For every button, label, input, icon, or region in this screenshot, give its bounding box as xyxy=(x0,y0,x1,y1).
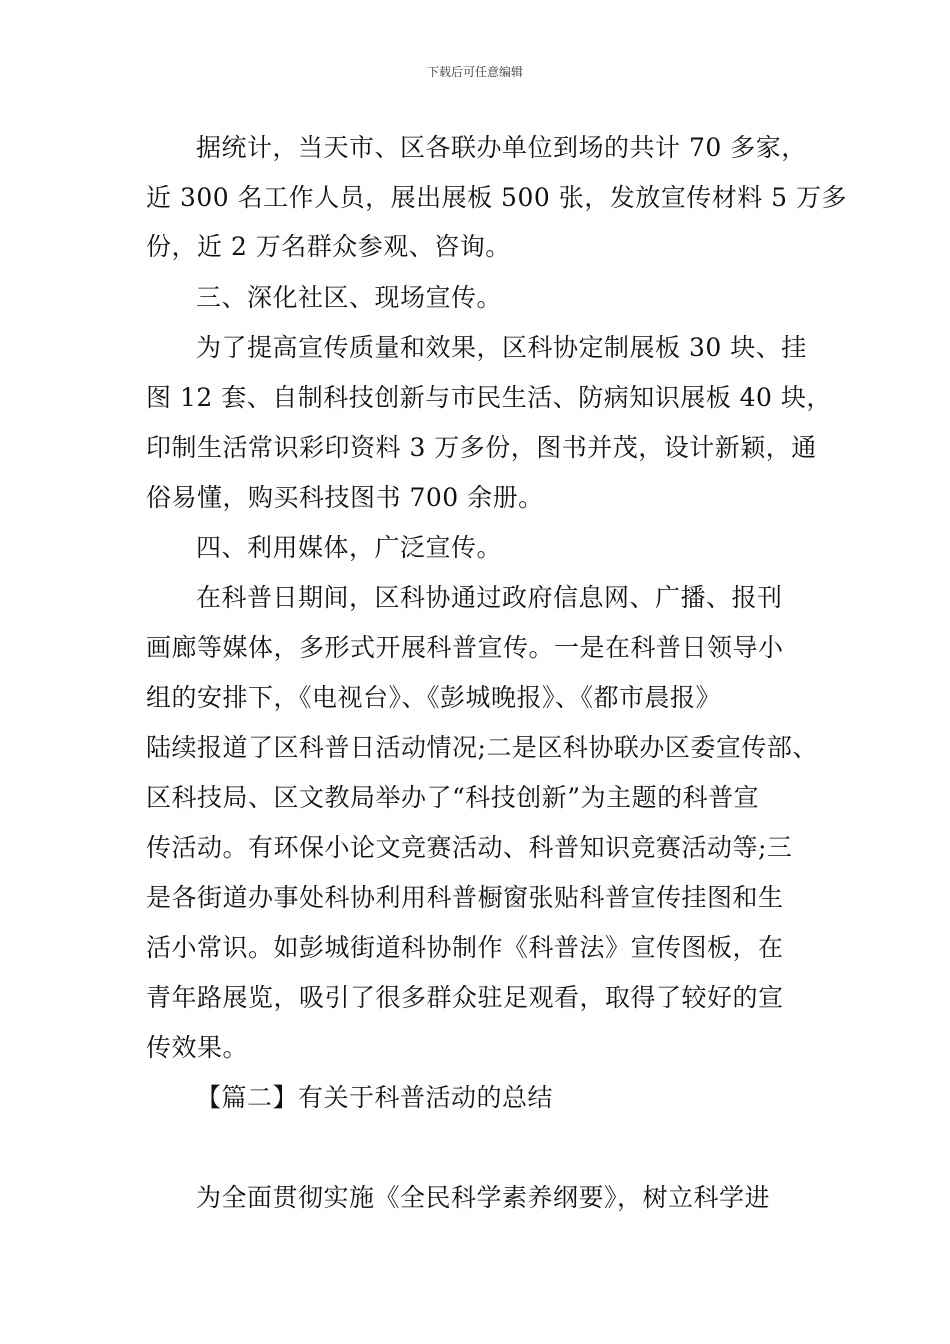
paragraph-line: 青年路展览，吸引了很多群众驻足观看，取得了较好的宣 xyxy=(146,983,784,1012)
header-note: 下载后可任意编辑 xyxy=(426,65,523,79)
paragraph-line: 份，近 2 万名群众参观、咨询。 xyxy=(146,232,511,261)
paragraph-line: 传活动。有环保小论文竞赛活动、科普知识竞赛活动等;三 xyxy=(146,833,793,862)
paragraph-line: 陆续报道了区科普日活动情况;二是区科协联办区委宣传部、 xyxy=(146,733,818,762)
paragraph-line: 据统计，当天市、区各联办单位到场的共计 70 多家， xyxy=(196,133,807,162)
paragraph-line: 区科技局、区文教局举办了“科技创新”为主题的科普宣 xyxy=(146,783,760,812)
paragraph-line: 在科普日期间，区科协通过政府信息网、广播、报刊 xyxy=(196,583,783,612)
paragraph-line: 图 12 套、自制科技创新与市民生活、防病知识展板 40 块， xyxy=(146,383,832,412)
paragraph-line: 组的安排下，《电视台》、《彭城晚报》、《都市晨报》 xyxy=(146,683,722,712)
paragraph-line: 传效果。 xyxy=(146,1033,249,1062)
paragraph-line: 活小常识。如彭城街道科协制作《科普法》宣传图板，在 xyxy=(146,933,784,962)
section-heading: 三、深化社区、现场宣传。 xyxy=(196,283,503,312)
paragraph-line: 印制生活常识彩印资料 3 万多份，图书并茂，设计新颖，通 xyxy=(146,433,817,462)
paragraph-line: 近 300 名工作人员，展出展板 500 张，发放宣传材料 5 万多 xyxy=(146,183,848,212)
paragraph-line: 为全面贯彻实施《全民科学素养纲要》，树立科学进 xyxy=(196,1183,771,1212)
paragraph-line: 是各街道办事处科协利用科普橱窗张贴科普宣传挂图和生 xyxy=(146,883,784,912)
article-title: 【篇二】有关于科普活动的总结 xyxy=(196,1083,554,1112)
paragraph-line: 为了提高宣传质量和效果，区科协定制展板 30 块、挂 xyxy=(196,333,807,362)
section-heading: 四、利用媒体，广泛宣传。 xyxy=(196,533,503,562)
paragraph-line: 画廊等媒体，多形式开展科普宣传。一是在科普日领导小 xyxy=(146,633,784,662)
paragraph-line: 俗易懂，购买科技图书 700 余册。 xyxy=(146,483,544,512)
